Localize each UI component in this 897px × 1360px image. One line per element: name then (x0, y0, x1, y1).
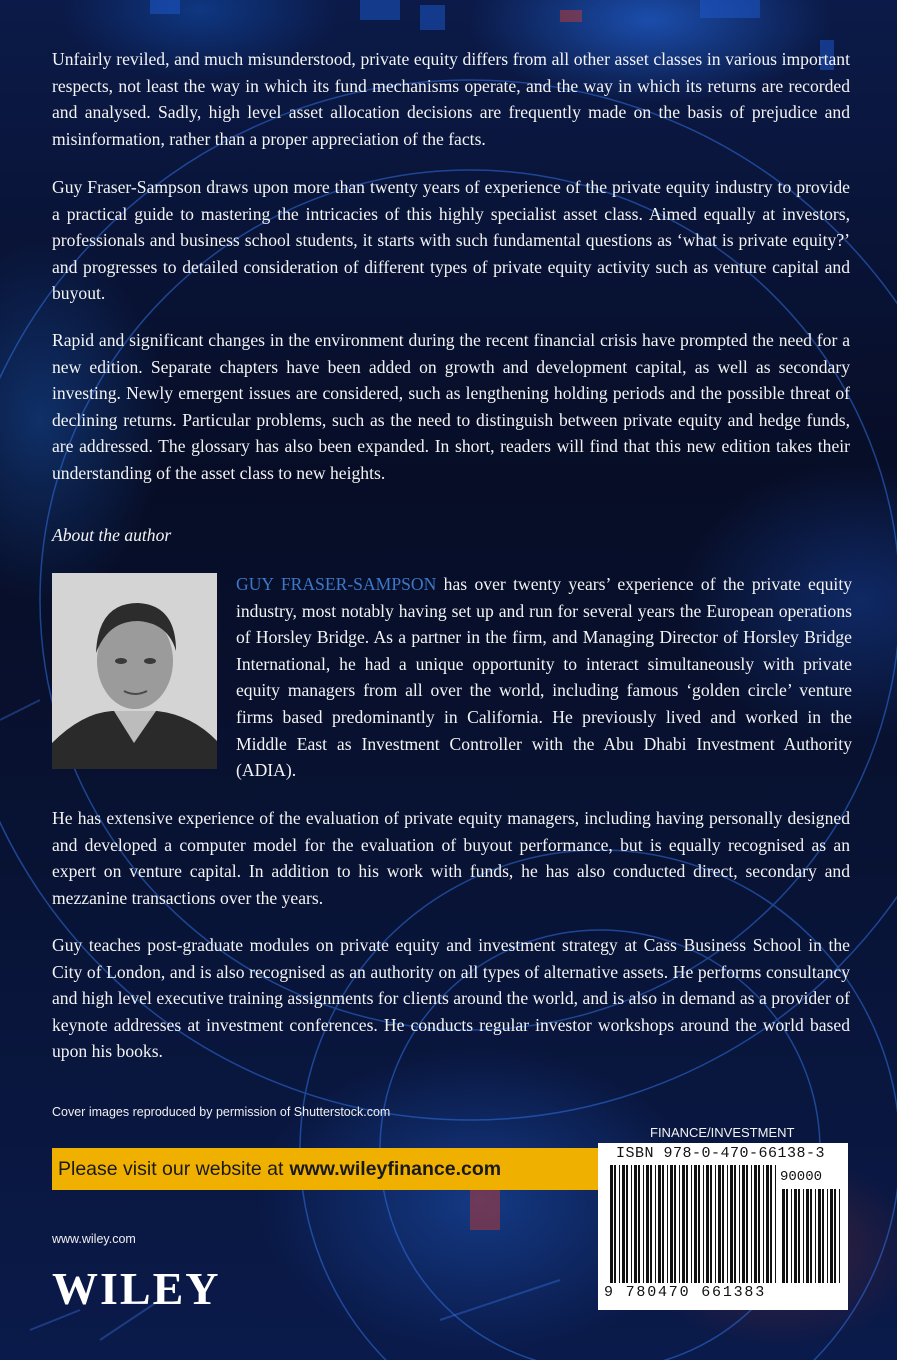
barcode-bar (718, 1165, 721, 1283)
barcode-bar (662, 1165, 664, 1283)
author-photo (52, 573, 217, 769)
barcode-bar (634, 1165, 637, 1283)
barcode-bar (722, 1165, 724, 1283)
barcode-bar (650, 1165, 652, 1283)
price-code: 90000 (780, 1169, 823, 1185)
barcode-bar (782, 1189, 785, 1283)
barcode-bar (822, 1189, 824, 1283)
about-author-heading: About the author (52, 525, 172, 545)
image-credit: Cover images reproduced by permission of Shutterstock.com (52, 1105, 391, 1119)
barcode-bar (619, 1165, 620, 1283)
barcode-bar (622, 1165, 625, 1283)
intro-paragraph: Unfairly reviled, and much misunderstood, private equity differs from all other asset classes in various important respects, not least the way in which its fund mechanisms operate, and the way in which its returns are recorded and analysed. Sadly, high level asset allocation decisions are frequently made on the basis of prejudice and misinformation, rather than a proper appreciation of the facts. (52, 49, 850, 149)
barcode-bar (775, 1165, 776, 1283)
barcode-number: 9 780470 661383 (604, 1284, 767, 1301)
website-prefix: Please visit our website at (58, 1157, 284, 1180)
barcode-bar (798, 1189, 800, 1283)
barcode-panel (598, 1143, 848, 1310)
barcode-bar (682, 1165, 685, 1283)
barcode-bar (679, 1165, 680, 1283)
barcode-bar (742, 1165, 745, 1283)
barcode-bar (751, 1165, 752, 1283)
barcode-bar (758, 1165, 760, 1283)
barcode-bar (703, 1165, 704, 1283)
barcode-bar (818, 1189, 821, 1283)
barcode-bar (710, 1165, 712, 1283)
barcode-bar (839, 1189, 840, 1283)
barcode-bar (694, 1165, 697, 1283)
new-edition-paragraph: Rapid and significant changes in the environment during the recent financial crisis have prompted the need for a new edition. Separate chapters have been added on growth and development capital, as well as secondary investing. Newly emergent issues are considered, such as lengthening holding periods and the possible threat of declining returns. Particular problems, such as the need to distinguish between private equity and hedge funds, are addressed. The glossary has also been expanded. In short, readers will find that this new edition takes their understanding of the asset class to new heights. (52, 330, 850, 483)
barcode-bar (827, 1189, 828, 1283)
barcode-bar (691, 1165, 692, 1283)
barcode-bar (815, 1189, 816, 1283)
barcode-bar (794, 1189, 797, 1283)
category-label: FINANCE/INVESTMENT (650, 1125, 795, 1140)
overview-paragraph: Guy Fraser-Sampson draws upon more than twenty years of experience of the private equity industry to provide a practical guide to mastering the intricacies of this highly specialist asset class. Aimed equally at investors, professionals and business school students, it starts with such fundamental questions as ‘what is private equity?’ and progresses to detailed consideration of different types of private equity activity such as venture capital and buyout. (52, 177, 850, 304)
barcode-bar (643, 1165, 644, 1283)
barcode-bar (638, 1165, 640, 1283)
barcode-bar (766, 1165, 769, 1283)
barcode-bar (734, 1165, 736, 1283)
barcode-bar (631, 1165, 632, 1283)
author-bio-paragraph (236, 571, 852, 784)
barcode-bar (667, 1165, 668, 1283)
barcode-bar (803, 1189, 804, 1283)
author-bio-text: has over twenty years’ experience of the private equity industry, most notably having set up and run for several years the European operations of Horsley Bridge. As a partner in the firm, and Managing Director of Horsley Bridge International, he had a unique opportunity to interact simultaneously with private equity managers from all over the world, including famous ‘golden circle’ venture firms based predominantly in California. He previously lived and worked in the Middle East as Investment Controller with the Abu Dhabi Investment Authority (ADIA). (236, 574, 852, 781)
barcode-bar (834, 1189, 836, 1283)
barcode-bar (830, 1189, 833, 1283)
barcode-bar (646, 1165, 649, 1283)
website-banner (52, 1148, 598, 1190)
barcode-bar (770, 1165, 772, 1283)
barcode-bar (786, 1189, 788, 1283)
barcode-bar (686, 1165, 688, 1283)
barcode-bar (791, 1189, 792, 1283)
barcode-bar (806, 1189, 809, 1283)
barcode-bar (658, 1165, 661, 1283)
barcode-bar (698, 1165, 700, 1283)
barcode-bar (614, 1165, 616, 1283)
website-link[interactable]: www.wileyfinance.com (289, 1157, 502, 1180)
barcode-bar (746, 1165, 748, 1283)
barcode-bar (739, 1165, 740, 1283)
barcode-bar (715, 1165, 716, 1283)
barcode-bar (626, 1165, 628, 1283)
barcode-bar (655, 1165, 656, 1283)
publisher-logo: WILEY (52, 1263, 221, 1314)
publisher-website: www.wiley.com (52, 1232, 136, 1246)
barcode-bar (754, 1165, 757, 1283)
barcode-bar (730, 1165, 733, 1283)
author-name: GUY FRASER-SAMPSON (236, 574, 437, 594)
barcode-bar (706, 1165, 709, 1283)
barcode-bar (727, 1165, 728, 1283)
barcode-bar (763, 1165, 764, 1283)
author-teaching-paragraph: Guy teaches post-graduate modules on private equity and investment strategy at Cass Business School in the City of London, and is also recognised as an authority on all types of alternative assets. He performs consultancy and high level executive training assignments for clients around the world, and is also in demand as a provider of keynote addresses at investment conferences. He conducts regular investor workshops around the world based upon his books. (52, 935, 850, 1062)
author-experience-paragraph: He has extensive experience of the evaluation of private equity managers, including having personally designed and developed a computer model for the evaluation of buyout performance, but is equally recognised as an expert on venture capital. In addition to his work with funds, he has also conducted direct, secondary and mezzanine transactions over the years. (52, 808, 850, 908)
barcode-bar (674, 1165, 676, 1283)
barcode-bar (610, 1165, 613, 1283)
isbn-label: ISBN 978-0-470-66138-3 (616, 1145, 826, 1162)
barcode-bar (810, 1189, 812, 1283)
barcode-bar (670, 1165, 673, 1283)
